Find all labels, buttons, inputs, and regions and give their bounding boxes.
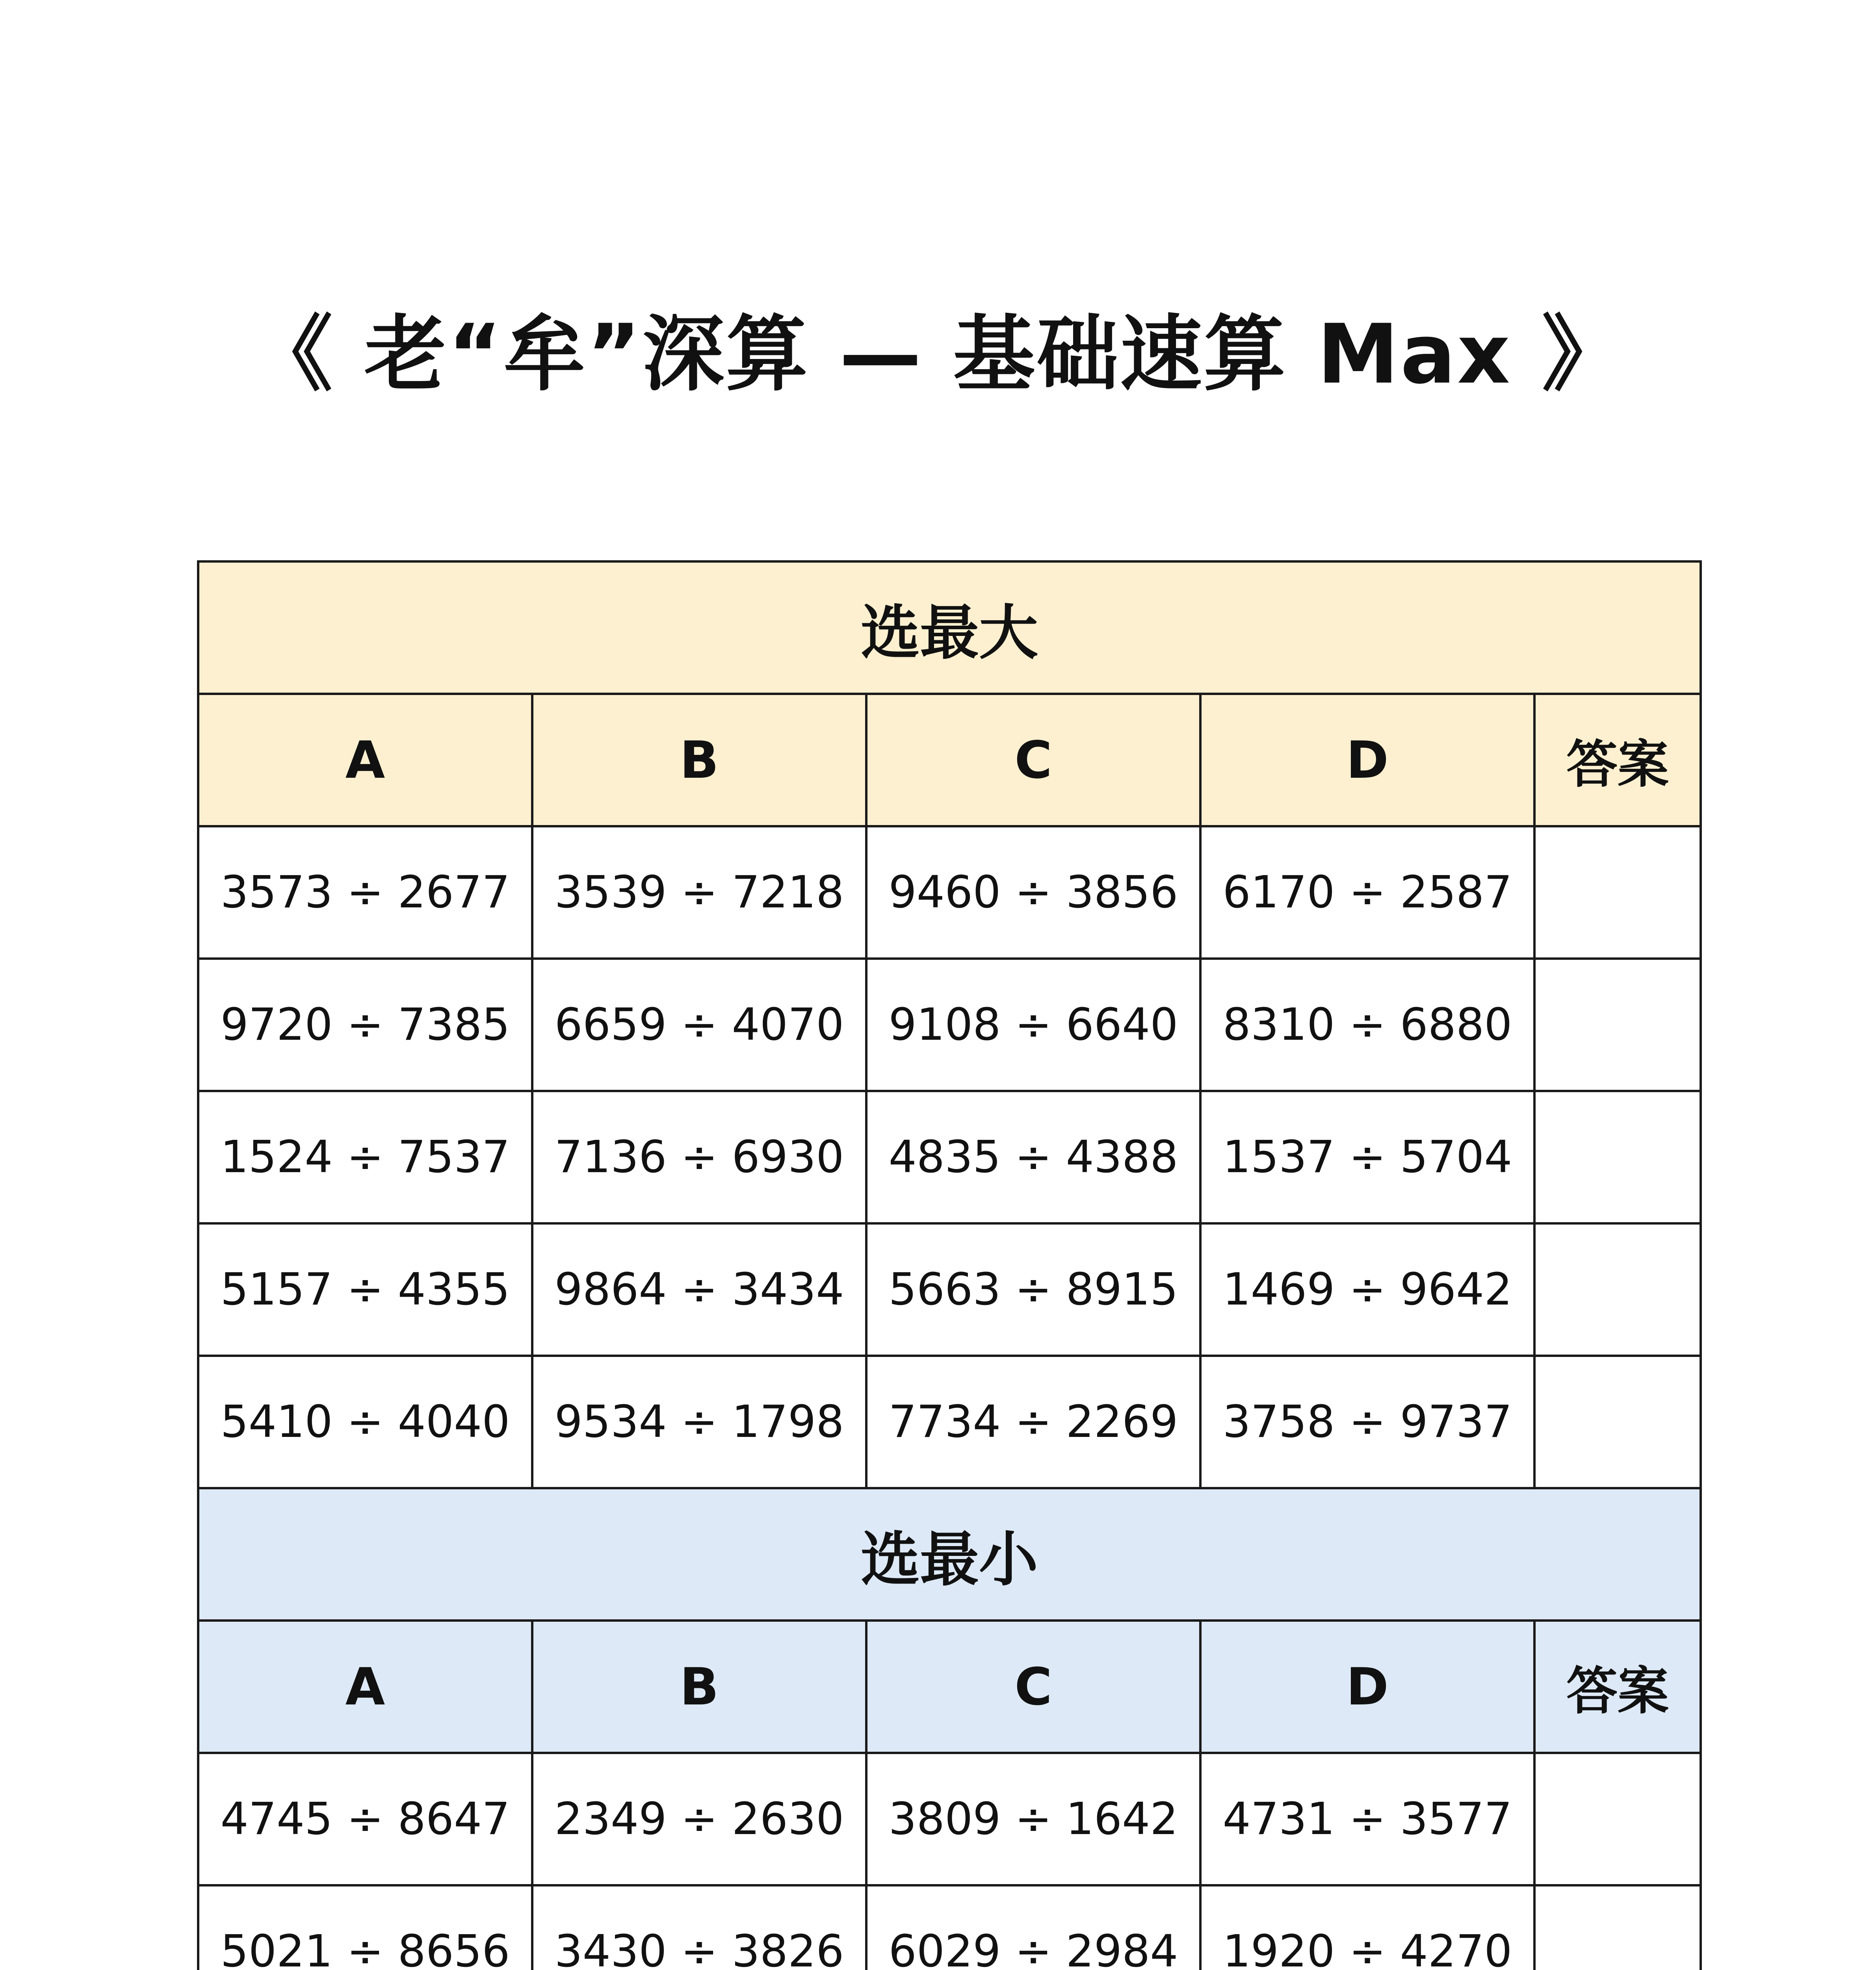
answer-box[interactable] (1534, 1753, 1701, 1885)
answer-box[interactable] (1534, 1885, 1701, 1970)
expression-d: 4731 ÷ 3577 (1200, 1753, 1534, 1885)
column-header-a: A (198, 694, 532, 826)
problem-row (198, 1885, 1701, 1970)
column-header-row (198, 694, 1701, 826)
problem-row (198, 826, 1701, 959)
answer-box[interactable] (1534, 826, 1701, 959)
expression-b: 3539 ÷ 7218 (532, 826, 866, 959)
expression-a: 3573 ÷ 2677 (198, 826, 532, 959)
expression-a: 4745 ÷ 8647 (198, 1753, 532, 1885)
expression-b: 3430 ÷ 3826 (532, 1885, 866, 1970)
expression-b: 6659 ÷ 4070 (532, 959, 866, 1091)
expression-c: 9108 ÷ 6640 (866, 959, 1200, 1091)
answer-box[interactable] (1534, 1223, 1701, 1356)
column-header-row (198, 1621, 1701, 1753)
column-header-answer: 答案 (1534, 694, 1701, 826)
problem-row (198, 959, 1701, 1091)
expression-c: 9460 ÷ 3856 (866, 826, 1200, 959)
column-header-answer: 答案 (1534, 1621, 1701, 1753)
section-title: 选最小 (198, 1488, 1701, 1621)
problem-row (198, 1356, 1701, 1488)
answer-box[interactable] (1534, 1356, 1701, 1488)
problem-row (198, 1223, 1701, 1356)
column-header-a: A (198, 1621, 532, 1753)
section-header-max (198, 561, 1701, 694)
answer-box[interactable] (1534, 1091, 1701, 1223)
expression-a: 1524 ÷ 7537 (198, 1091, 532, 1223)
expression-c: 3809 ÷ 1642 (866, 1753, 1200, 1885)
expression-c: 5663 ÷ 8915 (866, 1223, 1200, 1356)
expression-a: 9720 ÷ 7385 (198, 959, 532, 1091)
expression-d: 8310 ÷ 6880 (1200, 959, 1534, 1091)
expression-b: 9534 ÷ 1798 (532, 1356, 866, 1488)
expression-c: 6029 ÷ 2984 (866, 1885, 1200, 1970)
problem-row (198, 1091, 1701, 1223)
expression-a: 5157 ÷ 4355 (198, 1223, 532, 1356)
section-title: 选最大 (198, 561, 1701, 694)
expression-d: 1537 ÷ 5704 (1200, 1091, 1534, 1223)
problem-table (197, 560, 1702, 1970)
expression-b: 9864 ÷ 3434 (532, 1223, 866, 1356)
problem-row (198, 1753, 1701, 1885)
worksheet-title: 《 老“牟”深算 — 基础速算 Max 》 (251, 307, 1625, 402)
expression-b: 7136 ÷ 6930 (532, 1091, 866, 1223)
expression-a: 5021 ÷ 8656 (198, 1885, 532, 1970)
column-header-d: D (1200, 694, 1534, 826)
expression-c: 7734 ÷ 2269 (866, 1356, 1200, 1488)
expression-b: 2349 ÷ 2630 (532, 1753, 866, 1885)
expression-d: 1920 ÷ 4270 (1200, 1885, 1534, 1970)
section-header-min (198, 1488, 1701, 1621)
expression-d: 6170 ÷ 2587 (1200, 826, 1534, 959)
expression-c: 4835 ÷ 4388 (866, 1091, 1200, 1223)
column-header-b: B (532, 1621, 866, 1753)
column-header-d: D (1200, 1621, 1534, 1753)
column-header-b: B (532, 694, 866, 826)
expression-a: 5410 ÷ 4040 (198, 1356, 532, 1488)
expression-d: 3758 ÷ 9737 (1200, 1356, 1534, 1488)
expression-d: 1469 ÷ 9642 (1200, 1223, 1534, 1356)
column-header-c: C (866, 694, 1200, 826)
column-header-c: C (866, 1621, 1200, 1753)
answer-box[interactable] (1534, 959, 1701, 1091)
